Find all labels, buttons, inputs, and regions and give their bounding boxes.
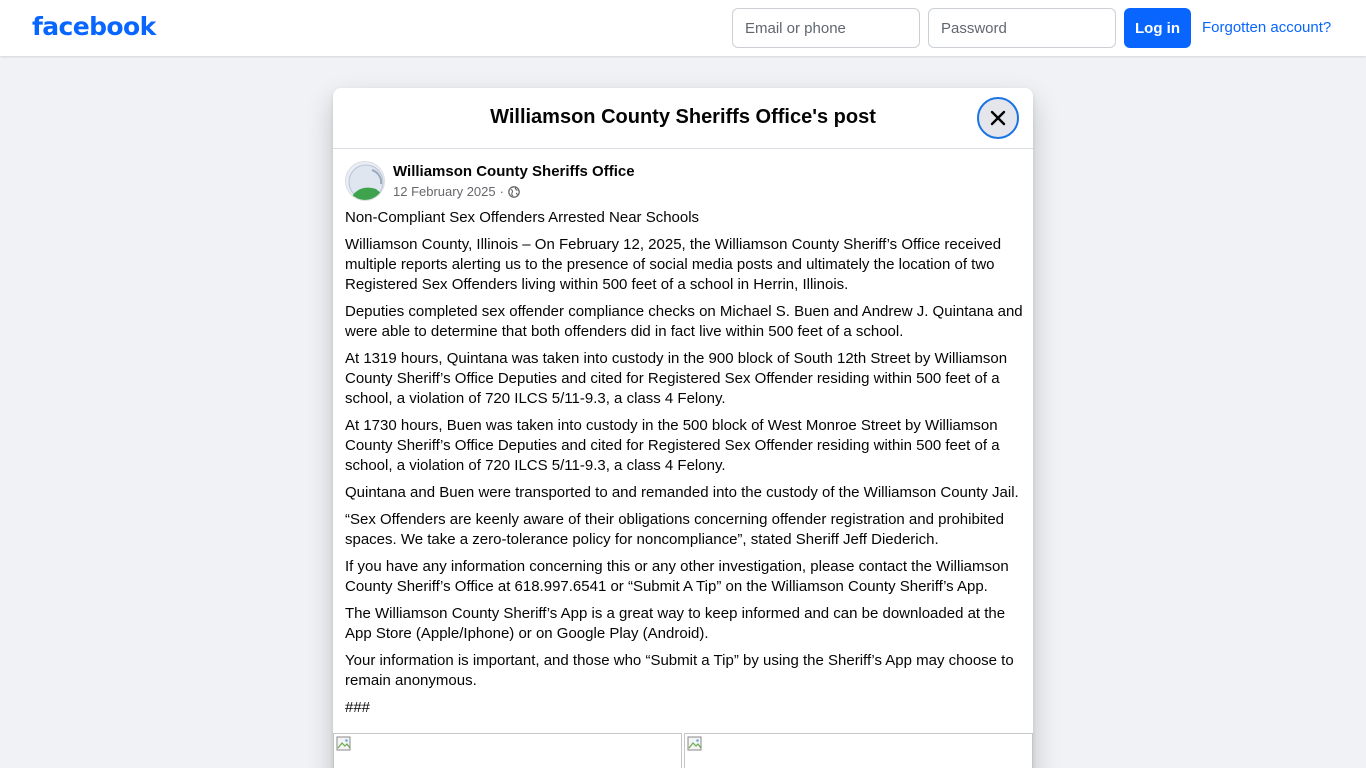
globe-icon (508, 186, 520, 198)
post-dialog (333, 88, 1033, 768)
top-navigation-bar (0, 0, 1366, 56)
post-paragraph: At 1319 hours, Quintana was taken into custody in the 900 block of South 12th Street by Williamson County Sheriff’s Office Deputies and cited for Registered Sex Offender residing within 500 feet of a school, a violation of 720 ILCS 5/11-9.3, a class 4 Felony. (345, 350, 1008, 407)
dialog-title: Williamson County Sheriffs Office's post (490, 106, 876, 128)
avatar[interactable] (345, 161, 385, 201)
profile-picture (346, 162, 385, 201)
post-text (345, 208, 1025, 725)
post-paragraph: “Sex Offenders are keenly aware of their obligations concerning offender registration and prohibited spaces. We take a zero-tolerance policy for noncompliance”, stated Sheriff Jeff Diederich. (345, 511, 1005, 548)
dialog-header (333, 88, 1033, 149)
meta-separator: · (499, 184, 504, 199)
broken-image-icon (687, 736, 703, 752)
post-paragraph: The Williamson County Sheriff’s App is a great way to keep informed and can be downloaded at the App Store (Apple/Iphone) or on Google Play (Android). (345, 605, 1006, 642)
post-paragraph: If you have any information concerning this or any other investigation, please contact the Williamson County Sheriff’s Office at 618.997.6541 or “Submit A Tip” on the Williamson County Sheriff’s App. (345, 558, 1009, 595)
post-end-marker: ### (345, 699, 371, 716)
post-paragraph: Deputies completed sex offender compliance checks on Michael S. Buen and Andrew J. Quintana and were able to determine that both offenders did in fact live within 500 feet of a school. (345, 303, 1023, 340)
post-meta (393, 184, 520, 199)
post-headline: Non-Compliant Sex Offenders Arrested Near Schools (345, 209, 700, 226)
post-photos (333, 733, 1033, 768)
post-date[interactable]: 12 February 2025 (393, 184, 496, 199)
broken-image-icon (336, 736, 352, 752)
email-or-phone-input[interactable] (732, 8, 920, 48)
post-paragraph: At 1730 hours, Buen was taken into custody in the 500 block of West Monroe Street by Williamson County Sheriff’s Office Deputies and cited for Registered Sex Offender residing within 500 feet of a school, a violation of 720 ILCS 5/11-9.3, a class 4 Felony. (345, 417, 1000, 474)
post-paragraph: Williamson County, Illinois – On February 12, 2025, the Williamson County Sheriff’s Office received multiple reports alerting us to the presence of social media posts and ultimately the location of two Registered Sex Offenders living within 500 feet of a school in Herrin, Illinois. (345, 236, 1002, 293)
password-input[interactable] (928, 8, 1116, 48)
post-photo[interactable] (684, 733, 1033, 768)
log-in-button[interactable]: Log in (1124, 8, 1191, 48)
post-author[interactable]: Williamson County Sheriffs Office (393, 163, 635, 180)
forgotten-account-link[interactable]: Forgotten account? (1202, 19, 1332, 36)
close-button[interactable] (977, 97, 1019, 139)
close-icon (988, 108, 1008, 128)
facebook-logo[interactable]: facebook (32, 12, 156, 41)
post-paragraph: Quintana and Buen were transported to and remanded into the custody of the Williamson County Jail. (345, 484, 1019, 501)
post-paragraph: Your information is important, and those who “Submit a Tip” by using the Sheriff’s App may choose to remain anonymous. (345, 652, 1014, 689)
post-photo[interactable] (333, 733, 682, 768)
